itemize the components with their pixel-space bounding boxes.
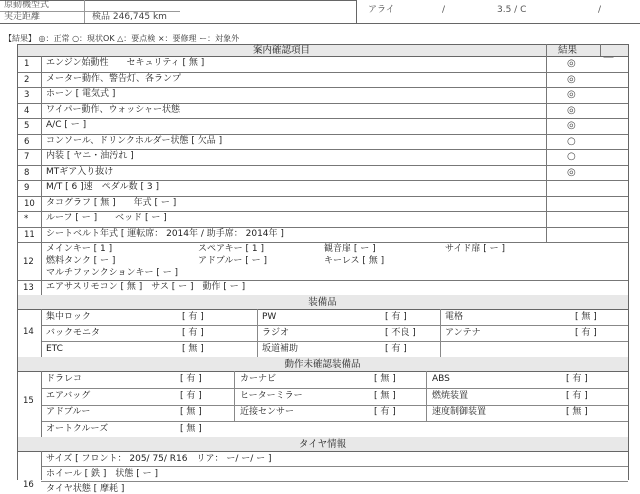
alignment-value: 3.5 / C — [497, 5, 527, 15]
result-mark: ◎ — [567, 74, 576, 85]
inspection-item: メーター動作、警告灯、各ランプ — [46, 74, 182, 84]
equipment-label: バックモニタ — [46, 328, 101, 338]
row-number: 13 — [23, 283, 34, 293]
table-rule — [17, 87, 628, 88]
operation-label: ドラレコ — [46, 374, 83, 384]
key-item: キーレス [ 無 ] — [324, 256, 385, 266]
operation-label: オートクルーズ — [46, 424, 109, 434]
equipment-label: ETC — [46, 344, 63, 354]
table-rule — [546, 44, 547, 242]
table-rule — [17, 149, 628, 150]
table-rule — [426, 371, 427, 421]
operation-value: [ 有 ] — [374, 407, 396, 417]
inspection-item: ルーフ [ ー ] ベッド [ ー ] — [46, 213, 167, 223]
mileage-label: 実走距離 — [4, 12, 41, 22]
row-number: 7 — [24, 152, 30, 162]
inspection-item: シートベルト年式 [ 運転席： 2014年 / 助手席： 2014年 ] — [46, 229, 284, 239]
row-number: 5 — [24, 121, 30, 131]
table-rule — [17, 72, 628, 73]
table-rule — [17, 295, 18, 357]
result-mark: ◎ — [567, 89, 576, 100]
equipment-value: [ 無 ] — [575, 312, 597, 322]
result-mark: ○ — [567, 151, 576, 162]
inspection-item: タコグラフ [ 無 ] 年式 [ ー ] — [46, 198, 177, 208]
table-rule — [41, 325, 628, 326]
operation-value: [ 有 ] — [566, 391, 588, 401]
operation-value: [ 有 ] — [566, 374, 588, 384]
table-rule — [17, 437, 18, 480]
operation-label: カーナビ — [240, 374, 277, 384]
table-rule — [17, 451, 628, 452]
table-rule — [17, 134, 628, 135]
table-rule — [628, 295, 629, 357]
operation-label: ABS — [432, 374, 450, 384]
key-item: メインキー [ 1 ] — [46, 244, 113, 254]
inspection-item: エアサスリモコン [ 無 ] サス [ ー ] 動作 [ ー ] — [46, 282, 246, 292]
table-rule — [41, 309, 42, 357]
equipment-label: 電格 — [445, 312, 464, 322]
table-rule — [628, 357, 629, 437]
table-rule — [41, 371, 42, 437]
table-rule — [628, 44, 629, 295]
table-rule — [257, 309, 258, 357]
equipment-value: [ 有 ] — [385, 344, 407, 354]
row-number: 11 — [24, 230, 35, 240]
row-number: 15 — [23, 396, 34, 406]
inspection-item: M/T [ 6 ]速 ペダル数 [ 3 ] — [46, 182, 159, 192]
equipment-value: [ 不良 ] — [385, 328, 416, 338]
result-mark: ◎ — [567, 167, 576, 178]
key-item: アドブルー [ ー ] — [198, 256, 267, 266]
table-rule — [17, 118, 628, 119]
table-rule — [41, 405, 628, 406]
equipment-label: ラジオ — [262, 328, 290, 338]
equipment-label: PW — [262, 312, 277, 322]
row-number: 16 — [23, 480, 34, 490]
equipment-value: [ 有 ] — [385, 312, 407, 322]
result-mark: ◎ — [567, 120, 576, 131]
inspection-item: MTギア入り抜け — [46, 167, 114, 177]
table-rule — [17, 196, 628, 197]
tire-size: サイズ [ フロント： 205/ 75/ R16 リア： ー/ ー/ ー ] — [46, 454, 272, 464]
row-number: 6 — [24, 137, 30, 147]
equipment-value: [ 有 ] — [575, 328, 597, 338]
result-mark: ◎ — [567, 58, 576, 69]
row-number: 14 — [23, 327, 34, 337]
operation-label: 燃焼装置 — [432, 391, 469, 401]
equipment-value: [ 有 ] — [182, 328, 204, 338]
inspection-item: エンジン始動性 セキュリティ [ 無 ] — [46, 58, 205, 68]
table-rule — [41, 451, 42, 480]
key-item: 観音扉 [ ー ] — [324, 244, 376, 254]
inspection-item: 内装 [ ヤニ・油汚れ ] — [46, 151, 134, 161]
result-mark: ◎ — [567, 105, 576, 116]
table-rule — [41, 388, 628, 389]
tire-header: タイヤ情報 — [298, 439, 347, 450]
table-rule — [17, 211, 628, 212]
key-item: 燃料タンク [ ー ] — [46, 256, 116, 266]
row-number: * — [24, 214, 29, 224]
inspection-item: ワイパー動作、ウォッシャー状態 — [46, 105, 181, 115]
table-rule — [17, 242, 628, 243]
row-number: 2 — [24, 75, 30, 85]
row-number: 4 — [24, 106, 30, 116]
table-rule — [41, 481, 628, 482]
operation-label: アドブルー — [46, 407, 91, 417]
key-item: スペアキー [ 1 ] — [198, 244, 264, 254]
table-rule — [17, 103, 628, 104]
equipment-value: [ 有 ] — [182, 312, 204, 322]
table-rule — [17, 227, 628, 228]
operation-value: [ 無 ] — [374, 374, 396, 384]
row-number: 8 — [24, 168, 30, 178]
equipment-value: [ 無 ] — [182, 344, 204, 354]
operation-value: [ 無 ] — [374, 391, 396, 401]
row-number: 12 — [23, 257, 34, 267]
alignment-label: アライ — [368, 5, 395, 15]
inspection-header: 案内確認項目 — [252, 45, 310, 56]
mileage-value: 検品 246,745 km — [92, 12, 167, 22]
inspection-item: A/C [ ー ] — [46, 120, 87, 130]
key-item: マルチファンクションキー [ ー ] — [46, 268, 179, 278]
table-rule — [17, 180, 628, 181]
result-legend: 【結果】 ◎：正常 ○：現状OK △：要点検 ×：要修理 ー：対象外 — [4, 34, 240, 43]
result-header: 結果 — [558, 45, 578, 56]
operation-label: 近接センサー — [240, 407, 295, 417]
table-rule — [17, 56, 628, 57]
table-rule — [41, 466, 628, 467]
table-rule — [17, 44, 628, 45]
operation-value: [ 有 ] — [180, 374, 202, 384]
key-item: サイド扉 [ ー ] — [445, 244, 505, 254]
operation-value: [ 無 ] — [180, 407, 202, 417]
equipment-label: 集中ロック — [46, 312, 91, 322]
equipment-label: 坂道補助 — [262, 344, 299, 354]
table-rule — [17, 44, 18, 295]
operation-label: 速度制御装置 — [432, 407, 487, 417]
row-number: 10 — [24, 199, 35, 209]
operation-value: [ 無 ] — [566, 407, 588, 417]
table-rule — [17, 280, 628, 281]
operation-label: エアバッグ — [46, 391, 91, 401]
table-rule — [17, 165, 628, 166]
alignment-slash-2: / — [598, 5, 602, 15]
equipment-label: アンテナ — [445, 328, 481, 338]
table-rule — [234, 371, 235, 421]
engine-type-label: 原動機型式 — [4, 0, 50, 10]
equipment-header: 装備品 — [308, 297, 337, 308]
result-mark: ○ — [567, 136, 576, 147]
row-number: 1 — [24, 59, 30, 69]
operation-value: [ 無 ] — [180, 424, 202, 434]
table-rule — [17, 309, 628, 310]
table-rule — [41, 421, 628, 422]
table-rule — [628, 437, 629, 480]
operation-header: 動作未確認装備品 — [284, 359, 361, 370]
tire-condition: タイヤ状態 [ 摩耗 ] — [46, 484, 125, 494]
table-rule — [41, 56, 42, 295]
table-rule — [440, 309, 441, 357]
operation-label: ヒーターミラー — [240, 391, 303, 401]
inspection-item: コンソール、ドリンクホルダー状態 [ 欠品 ] — [46, 136, 223, 146]
table-rule — [41, 341, 628, 342]
alignment-slash: / — [442, 5, 446, 15]
table-rule — [600, 44, 601, 56]
table-rule — [17, 357, 18, 437]
table-rule — [17, 371, 628, 372]
row-number: 9 — [24, 183, 30, 193]
tire-wheel: ホイール [ 鉄 ] 状態 [ ー ] — [46, 469, 159, 479]
row-number: 3 — [24, 90, 30, 100]
operation-value: [ 有 ] — [180, 391, 202, 401]
inspection-item: ホーン [ 電気式 ] — [46, 89, 116, 99]
